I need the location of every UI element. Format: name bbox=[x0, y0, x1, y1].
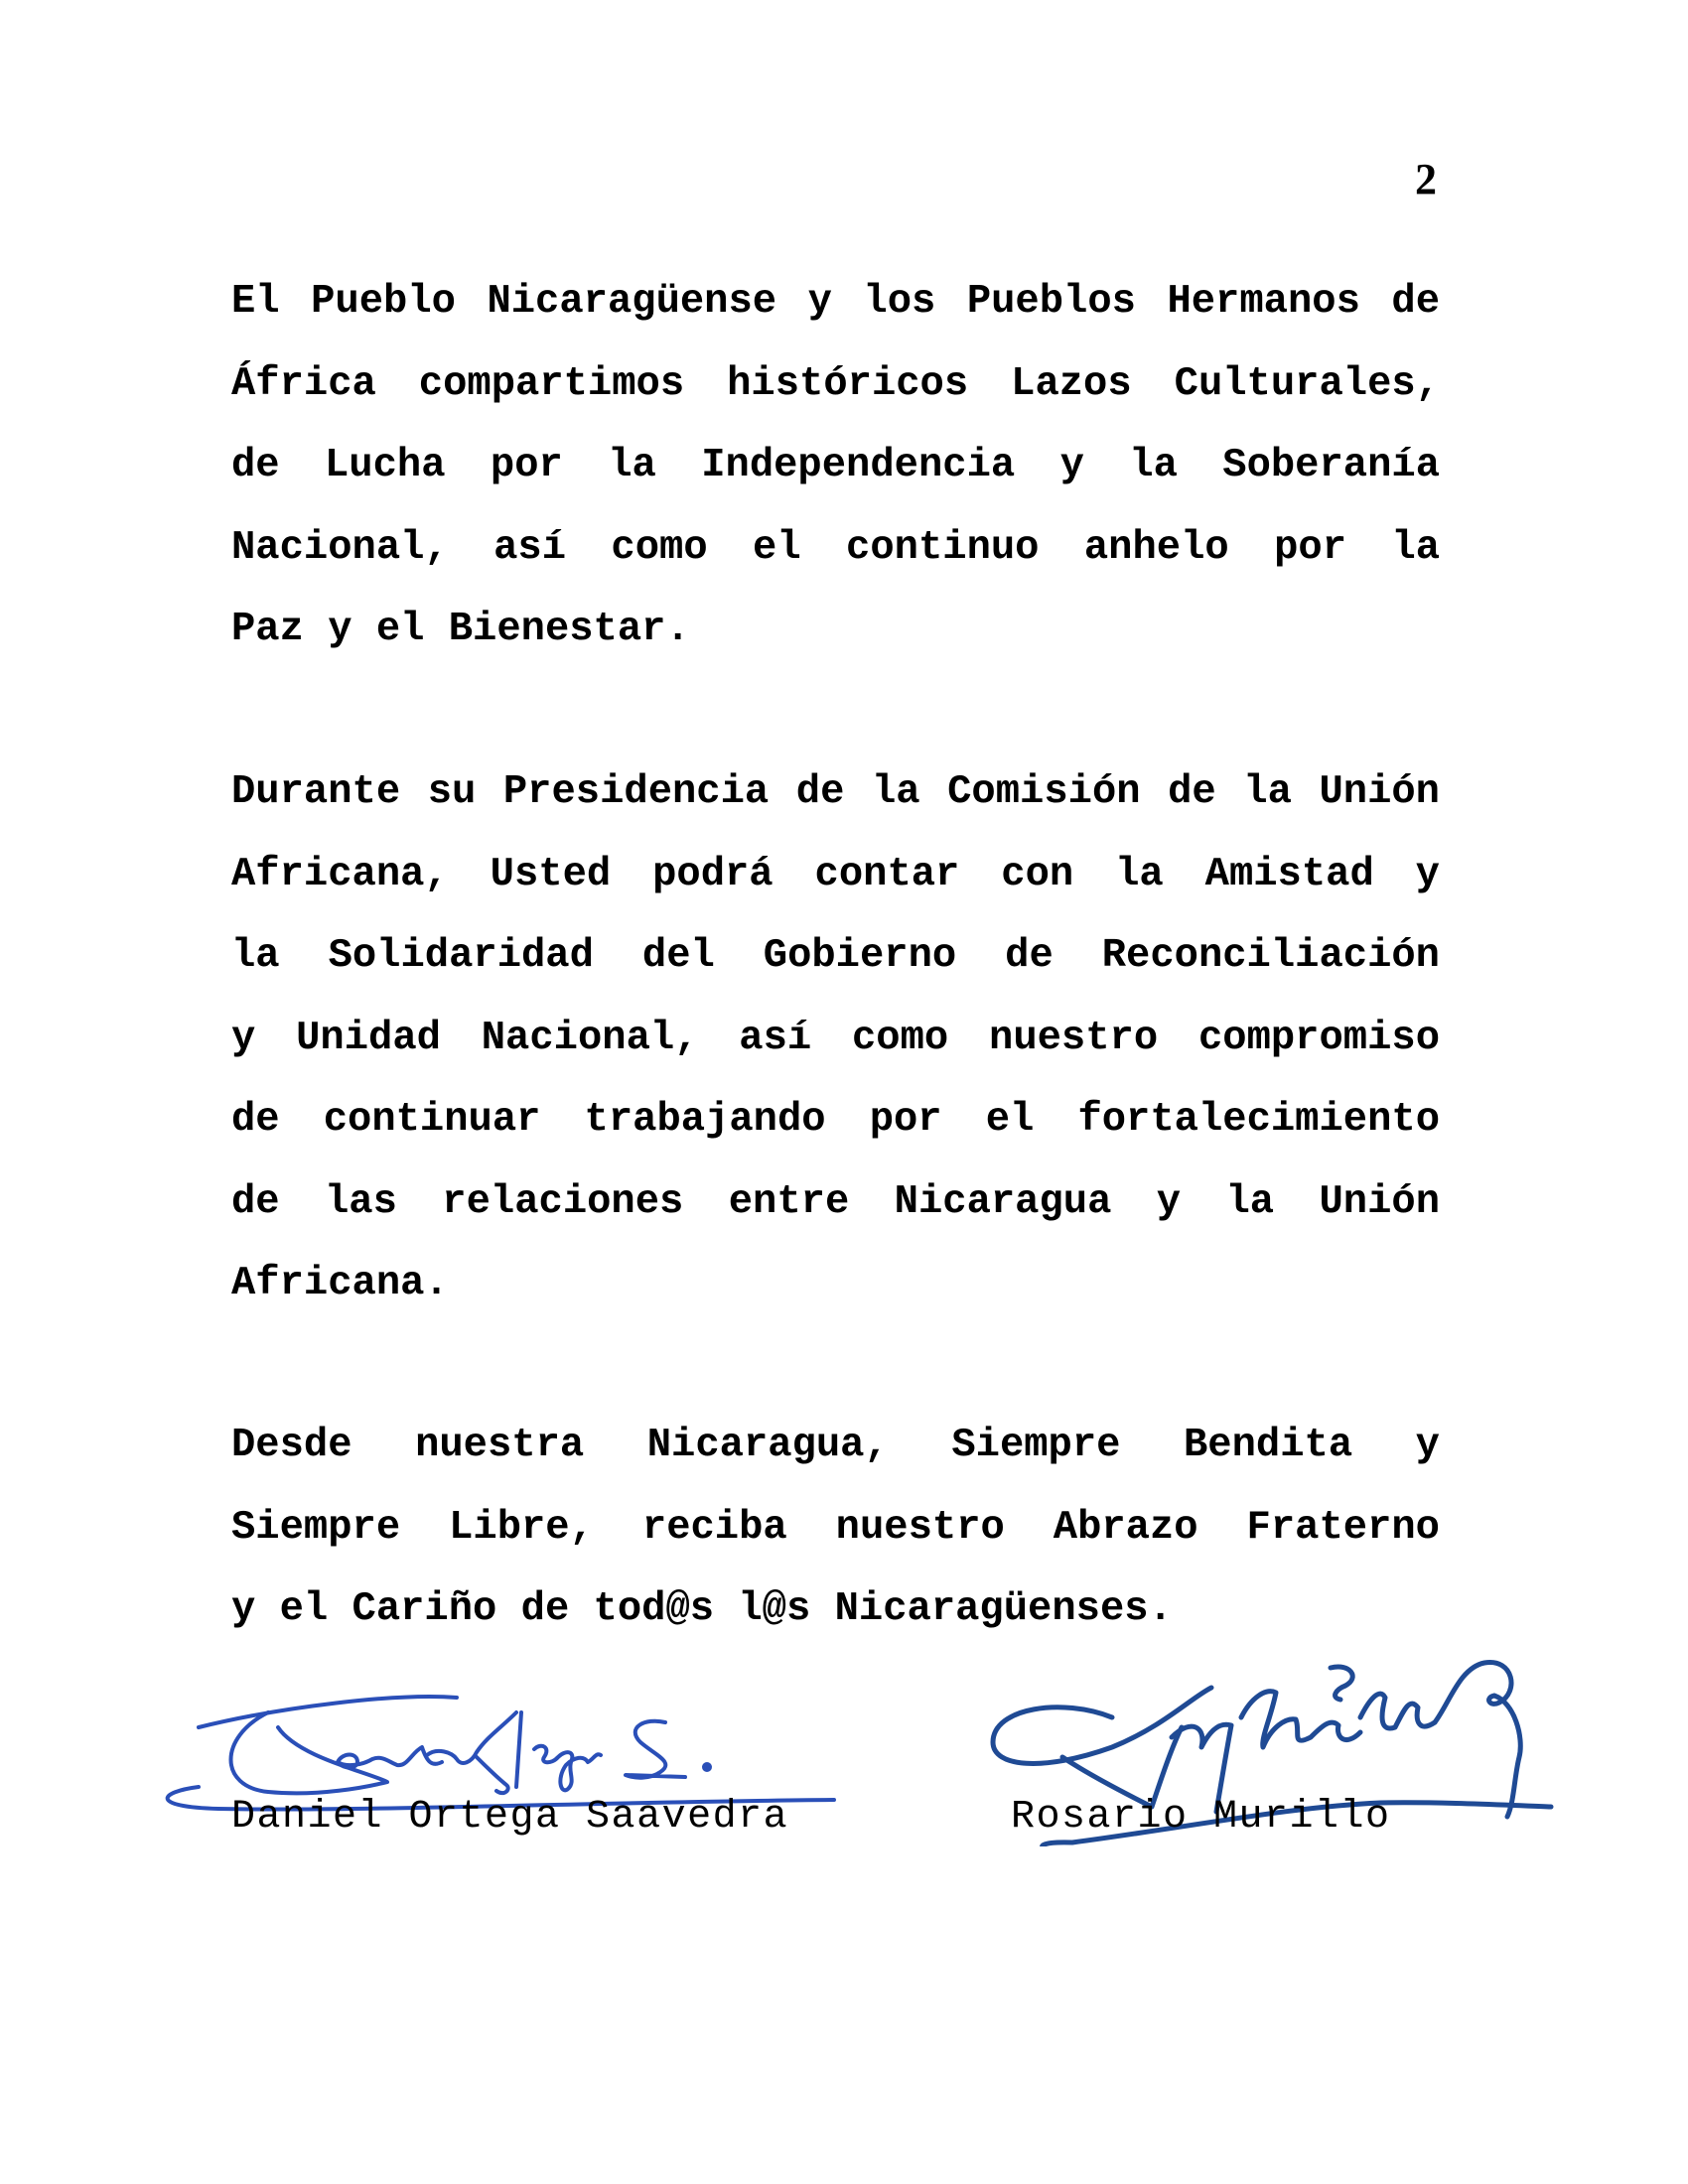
paragraph-line: Desde nuestra Nicaragua, Siempre Bendita y bbox=[231, 1423, 1440, 1468]
paragraph-line: de continuar trabajando por el fortalecimiento bbox=[231, 1097, 1440, 1143]
paragraph-line: la Solidaridad del Gobierno de Reconciliación bbox=[231, 933, 1440, 979]
signer-name-2: Rosario Murillo bbox=[1011, 1795, 1391, 1840]
paragraph-line: Africana, Usted podrá contar con la Amistad y bbox=[231, 851, 1440, 897]
paragraph-3 bbox=[231, 1405, 1440, 1651]
page-number: 2 bbox=[1415, 155, 1437, 204]
signer-name-1: Daniel Ortega Saavedra bbox=[231, 1795, 789, 1840]
paragraph-line: Africana. bbox=[231, 1261, 449, 1306]
paragraph-line: Paz y el Bienestar. bbox=[231, 607, 690, 652]
paragraph-line: de Lucha por la Independencia y la Soberanía bbox=[231, 443, 1440, 488]
paragraph-line: El Pueblo Nicaragüense y los Pueblos Hermanos de bbox=[231, 279, 1440, 325]
paragraph-line: Siempre Libre, reciba nuestro Abrazo Fraterno bbox=[231, 1504, 1440, 1551]
paragraph-line: de las relaciones entre Nicaragua y la Unión bbox=[231, 1178, 1440, 1225]
paragraph-1 bbox=[231, 261, 1440, 671]
paragraph-line: Durante su Presidencia de la Comisión de la Unión bbox=[231, 769, 1440, 815]
paragraph-2 bbox=[231, 751, 1440, 1325]
paragraph-line: África compartimos históricos Lazos Culturales, bbox=[231, 360, 1440, 407]
paragraph-line: y Unidad Nacional, así como nuestro compromiso bbox=[231, 1015, 1440, 1061]
paragraph-line: Nacional, así como el continuo anhelo por la bbox=[231, 524, 1440, 571]
paragraph-line: y el Cariño de tod@s l@s Nicaragüenses. bbox=[231, 1586, 1173, 1632]
